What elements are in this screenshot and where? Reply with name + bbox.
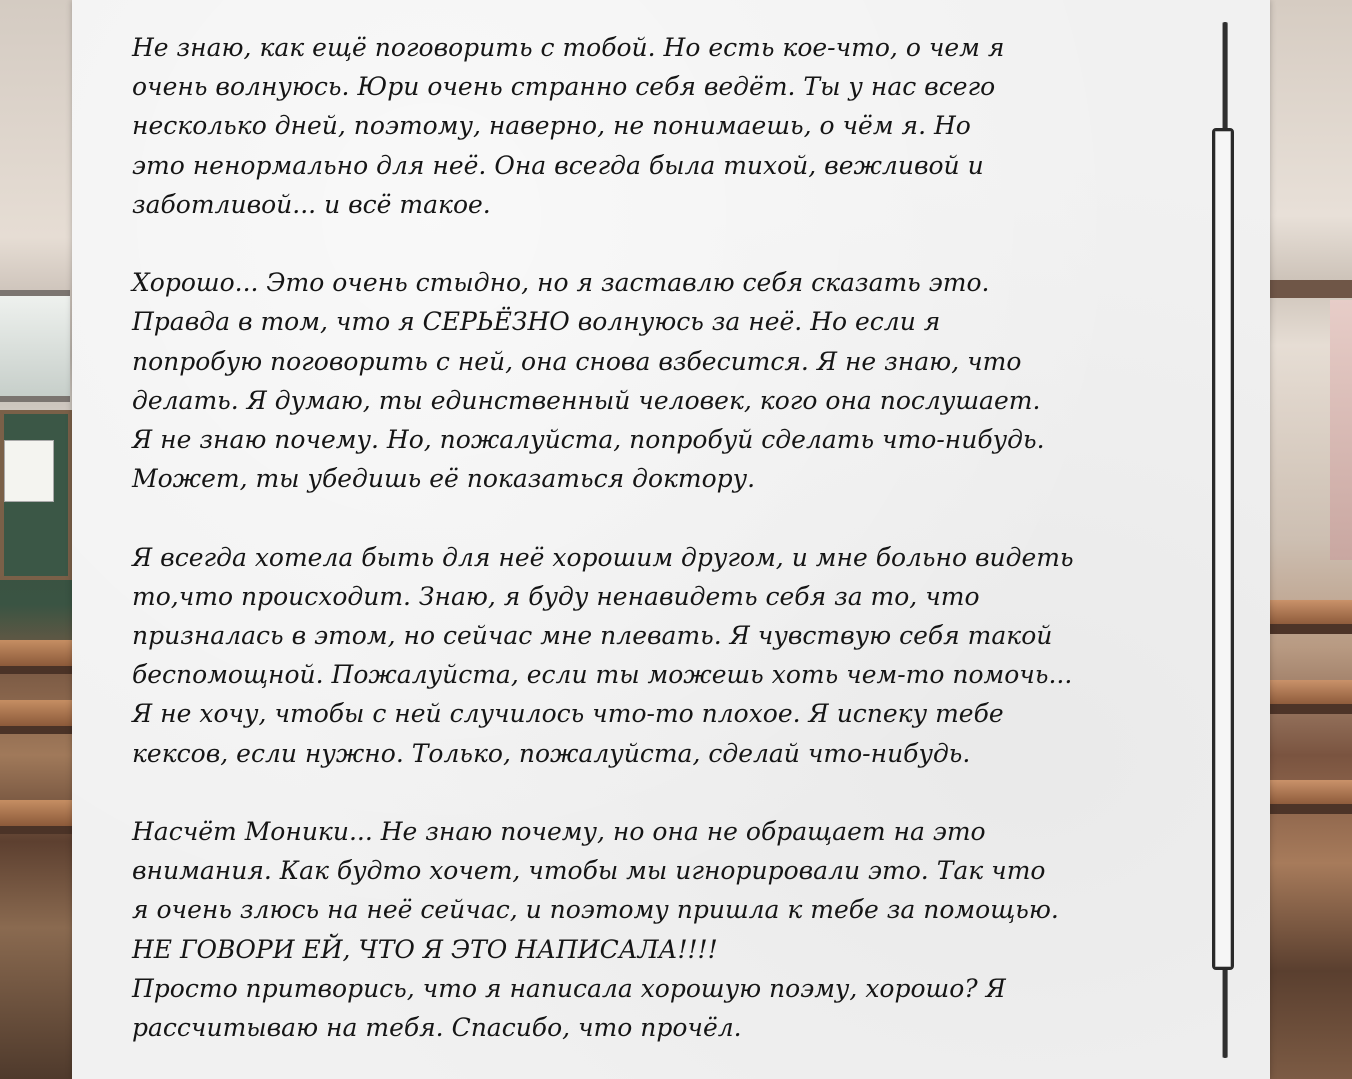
poem-paragraph-2: Хорошо... Это очень стыдно, но я заставлю себя сказать это. Правда в том, что я СЕРЬЁЗНО волнуюсь за неё. Но если я попробую поговорить с ней, она снова взбесится. Я не знаю, что делать. Я думаю, ты единственный человек, кого она послушает. Я не знаю почему. Но, пожалуйста, попробуй сделать что-нибудь. Может, ты убедишь её показаться доктору. [132,268,1045,494]
classroom-desk [0,700,72,726]
poem-paper[interactable] [72,0,1270,1079]
classroom-desk [1270,600,1352,624]
scrollbar-thumb[interactable] [1212,128,1234,970]
classroom-window [0,290,70,402]
notice-paper [4,440,54,502]
classroom-desk [0,640,72,666]
poem-text [132,28,1192,1047]
classroom-desk [1270,780,1352,804]
poem-paragraph-4: Насчёт Моники... Не знаю почему, но она не обращает на это внимания. Как будто хочет, чтобы мы игнорировали это. Так что я очень злюсь на неё сейчас, и поэтому пришла к тебе за помощью. НЕ ГОВОРИ ЕЙ, ЧТО Я ЭТО НАПИСАЛА!!!! Просто притворись, что я написала хорошую поэму, хорошо? Я рассчитываю на тебя. Спасибо, что прочёл. [132,817,1059,1043]
classroom-desk [0,800,72,826]
window-curtain [1330,300,1352,560]
poem-paragraph-1: Не знаю, как ещё поговорить с тобой. Но есть кое-что, о чем я очень волнуюсь. Юри очень странно себя ведёт. Ты у нас всего несколько дней, поэтому, наверно, не понимаешь, о чём я. Но это ненормально для неё. Она всегда была тихой, вежливой и заботливой... и всё такое. [132,33,1005,219]
classroom-background-left [0,0,72,1079]
poem-paragraph-3: Я всегда хотела быть для неё хорошим другом, и мне больно видеть то,что происходит. Знаю, я буду ненавидеть себя за то, что призналась в этом, но сейчас мне плевать. Я чувствую себя такой беспомощной. Пожалуйста, если ты можешь хоть чем-то помочь... Я не хочу, чтобы с ней случилось что-то плохое. Я испеку тебе кексов, если нужно. Только, пожалуйста, сделай что-нибудь. [132,542,1074,768]
ceiling-beam [1270,280,1352,298]
classroom-desk [1270,680,1352,704]
classroom-background-right [1270,0,1352,1079]
